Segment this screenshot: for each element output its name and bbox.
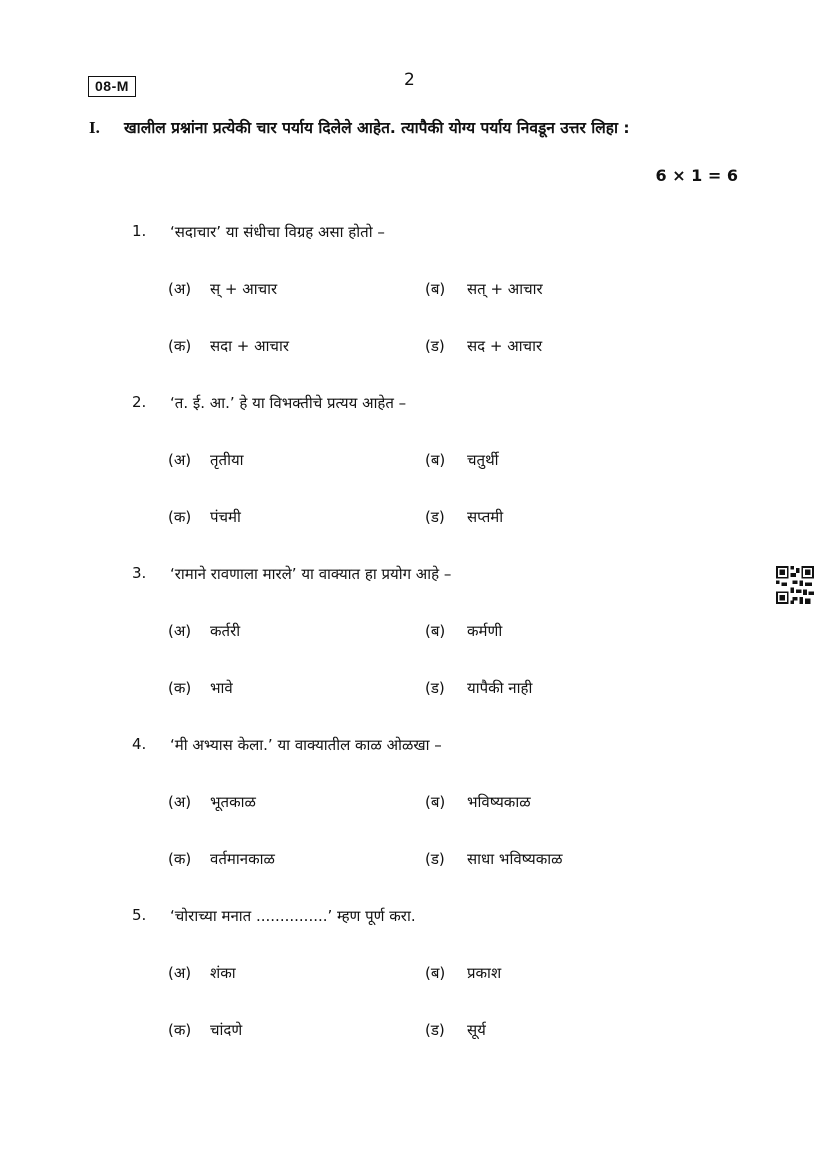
option-label: (क): [168, 1021, 192, 1039]
option-text: सत् + आचार: [467, 280, 543, 298]
option-c: [168, 678, 233, 698]
option-b: [425, 279, 543, 299]
paper-code: 08-M: [88, 76, 136, 97]
option-d: [425, 849, 563, 869]
option-label: (क): [168, 508, 192, 526]
option-label: (अ): [168, 451, 192, 469]
option-c: [168, 849, 275, 869]
option-label: (ड): [425, 850, 445, 868]
option-label: (क): [168, 679, 192, 697]
option-label: (अ): [168, 793, 192, 811]
option-text: साधा भविष्यकाळ: [467, 850, 563, 868]
option-d: [425, 507, 503, 527]
page-number: 2: [404, 70, 415, 90]
option-label: (ड): [425, 337, 445, 355]
question-number: 1.: [132, 222, 147, 240]
option-text: सद + आचार: [467, 337, 543, 355]
option-label: (ब): [425, 622, 446, 640]
question-text: ‘चोराच्या मनात ...............’ म्हण पूर्ण करा.: [170, 907, 416, 925]
option-label: (ड): [425, 508, 445, 526]
option-text: सदा + आचार: [210, 337, 289, 355]
option-c: [168, 1020, 242, 1040]
question-number: 2.: [132, 393, 147, 411]
option-text: चतुर्थी: [467, 451, 499, 469]
option-label: (क): [168, 850, 192, 868]
option-text: स् + आचार: [210, 280, 278, 298]
option-c: [168, 507, 241, 527]
question-number: 3.: [132, 564, 147, 582]
option-b: [425, 621, 502, 641]
question-text: ‘त. ई. आ.’ हे या विभक्तीचे प्रत्यय आहेत –: [170, 394, 407, 412]
option-label: (ड): [425, 1021, 445, 1039]
question-text: ‘रामाने रावणाला मारले’ या वाक्यात हा प्रयोग आहे –: [170, 565, 452, 583]
option-label: (ब): [425, 280, 446, 298]
question-text: ‘सदाचार’ या संधीचा विग्रह असा होतो –: [170, 223, 385, 241]
option-text: भावे: [210, 679, 233, 697]
option-d: [425, 678, 532, 698]
option-label: (अ): [168, 622, 192, 640]
question-text: ‘मी अभ्यास केला.’ या वाक्यातील काळ ओळखा –: [170, 736, 442, 754]
qr-code-icon: [776, 566, 814, 604]
option-b: [425, 792, 531, 812]
question-number: 5.: [132, 906, 147, 924]
option-text: सूर्य: [467, 1021, 486, 1039]
option-a: [168, 450, 244, 470]
option-text: यापैकी नाही: [467, 679, 533, 697]
question-number: 4.: [132, 735, 147, 753]
section-numeral: I.: [89, 118, 100, 137]
option-text: शंका: [210, 964, 236, 982]
option-d: [425, 336, 542, 356]
option-text: तृतीया: [210, 451, 244, 469]
option-a: [168, 963, 236, 983]
option-c: [168, 336, 289, 356]
option-label: (ब): [425, 451, 446, 469]
option-text: भविष्यकाळ: [467, 793, 531, 811]
option-text: पंचमी: [210, 508, 241, 526]
option-text: वर्तमानकाळ: [210, 850, 275, 868]
section-instruction: खालील प्रश्नांना प्रत्येकी चार पर्याय दिलेले आहेत. त्यापैकी योग्य पर्याय निवडून उत्तर लिहा :: [124, 119, 630, 137]
option-text: भूतकाळ: [210, 793, 256, 811]
option-label: (ब): [425, 964, 446, 982]
option-text: कर्मणी: [467, 622, 503, 640]
option-b: [425, 450, 499, 470]
option-label: (ड): [425, 679, 445, 697]
option-text: चांदणे: [210, 1021, 243, 1039]
option-label: (अ): [168, 964, 192, 982]
option-d: [425, 1020, 486, 1040]
option-label: (अ): [168, 280, 192, 298]
option-label: (ब): [425, 793, 446, 811]
option-b: [425, 963, 501, 983]
marks-scheme: 6 × 1 = 6: [655, 166, 738, 185]
option-a: [168, 621, 240, 641]
option-a: [168, 792, 256, 812]
option-text: सप्तमी: [467, 508, 504, 526]
option-text: कर्तरी: [210, 622, 241, 640]
option-label: (क): [168, 337, 192, 355]
option-text: प्रकाश: [467, 964, 502, 982]
option-a: [168, 279, 277, 299]
